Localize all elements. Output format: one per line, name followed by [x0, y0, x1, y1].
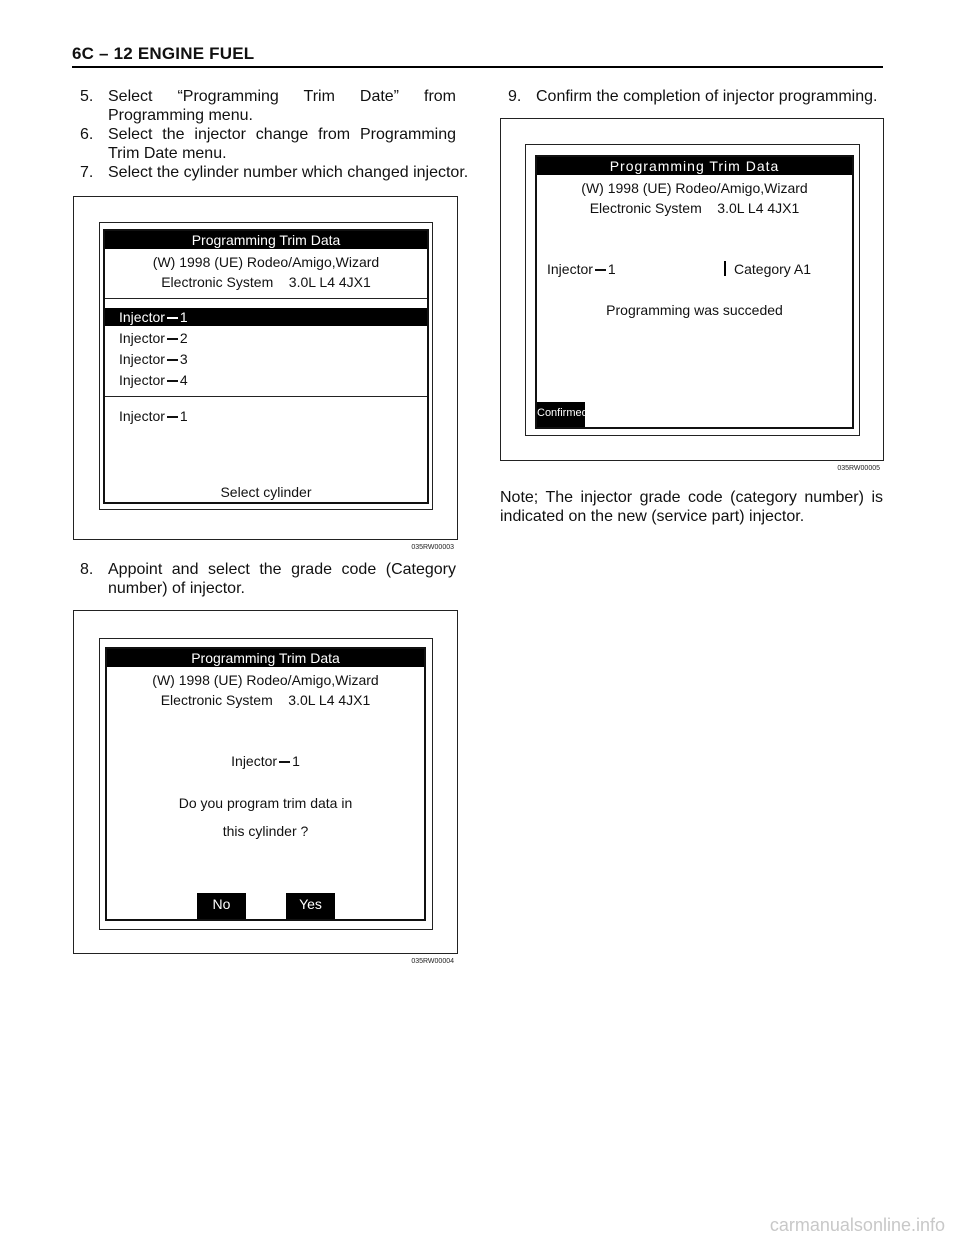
figure-select-cylinder [73, 196, 458, 551]
figure-inner-frame [99, 638, 433, 930]
option-number: 3 [179, 351, 188, 367]
screen-title: Programming Trim Data [537, 157, 852, 175]
system-line: Electronic System 3.0L L4 4JX1 [160, 692, 371, 708]
dash-icon [167, 359, 178, 361]
scan-tool-screen [535, 155, 854, 429]
question-line-1: Do you program trim data in [178, 795, 353, 811]
divider [105, 396, 427, 397]
screen-title: Programming Trim Data [107, 649, 424, 667]
scan-tool-screen [105, 647, 426, 921]
injector-label: Injector [547, 261, 593, 277]
current-selection [119, 408, 188, 424]
step-8 [80, 560, 456, 600]
step-text: Confirm the completion of injector programming. [536, 88, 878, 105]
dash-icon [167, 317, 178, 319]
figure-inner-frame [525, 144, 860, 436]
dash-icon [595, 269, 606, 271]
option-number: 4 [179, 372, 188, 388]
option-number: 1 [179, 309, 188, 325]
cylinder-option-4[interactable] [119, 372, 188, 388]
step-number: 6. [80, 126, 94, 143]
no-button[interactable]: No [197, 893, 246, 919]
injector-number: 1 [292, 753, 300, 769]
option-number: 2 [179, 330, 188, 346]
screen-title: Programming Trim Data [105, 231, 427, 249]
divider [105, 298, 427, 299]
question-line-2: this cylinder ? [222, 823, 309, 839]
dash-icon [167, 338, 178, 340]
vehicle-line: (W) 1998 (UE) Rodeo/Amigo,Wizard [152, 254, 380, 270]
dash-icon [167, 416, 178, 418]
current-label: Injector [119, 408, 165, 424]
step-7 [80, 163, 469, 183]
figure-confirm-program [73, 610, 458, 965]
page-header-title: 6C – 12 ENGINE FUEL [72, 44, 255, 63]
confirmed-button[interactable]: Confirmed [537, 402, 585, 427]
yes-button[interactable]: Yes [286, 893, 335, 919]
step-text: Select “Programming Trim Date” from Programming menu. [108, 88, 456, 124]
step-5 [80, 87, 456, 127]
option-label: Injector [119, 351, 165, 367]
system-line: Electronic System 3.0L L4 4JX1 [589, 200, 800, 216]
step-text: Appoint and select the grade code (Category number) of injector. [108, 561, 456, 597]
injector-label: Injector [231, 753, 278, 769]
figure-id: 035RW00005 [837, 465, 880, 472]
vehicle-line: (W) 1998 (UE) Rodeo/Amigo,Wizard [581, 180, 808, 196]
step-number: 7. [80, 164, 94, 181]
figure-id: 035RW00003 [411, 544, 454, 551]
figure-programming-complete [500, 118, 884, 472]
step-9 [508, 87, 883, 107]
note-text: Note; The injector grade code (category number) is indicated on the new (service part) injector. [500, 489, 883, 525]
watermark-text: carmanualsonline.info [769, 1215, 945, 1235]
step-text: Select the cylinder number which changed injector. [108, 164, 469, 181]
system-line: Electronic System 3.0L L4 4JX1 [161, 274, 371, 290]
injector-line [547, 261, 616, 277]
figure-inner-frame [99, 222, 433, 510]
option-label: Injector [119, 309, 165, 325]
dash-icon [167, 380, 178, 382]
separator-bar [724, 261, 726, 276]
dash-icon [279, 761, 290, 763]
vehicle-line: (W) 1998 (UE) Rodeo/Amigo,Wizard [152, 672, 379, 688]
injector-line [107, 753, 424, 769]
screen-footer-prompt: Select cylinder [220, 484, 312, 500]
step-text: Select the injector change from Programming Trim Date menu. [108, 126, 456, 162]
cylinder-option-2[interactable] [119, 330, 188, 346]
step-number: 9. [508, 88, 522, 105]
success-message: Programming was succeded [606, 302, 783, 318]
current-number: 1 [179, 408, 188, 424]
option-label: Injector [119, 330, 165, 346]
cylinder-option-3[interactable] [119, 351, 188, 367]
step-number: 8. [80, 561, 94, 578]
cylinder-option-1[interactable] [105, 308, 427, 326]
option-label: Injector [119, 372, 165, 388]
scan-tool-screen [103, 229, 429, 504]
injector-number: 1 [607, 261, 616, 277]
step-6 [80, 125, 456, 165]
figure-id: 035RW00004 [411, 958, 454, 965]
header-rule [72, 66, 883, 68]
category-value: Category A1 [734, 261, 812, 277]
step-number: 5. [80, 88, 94, 105]
